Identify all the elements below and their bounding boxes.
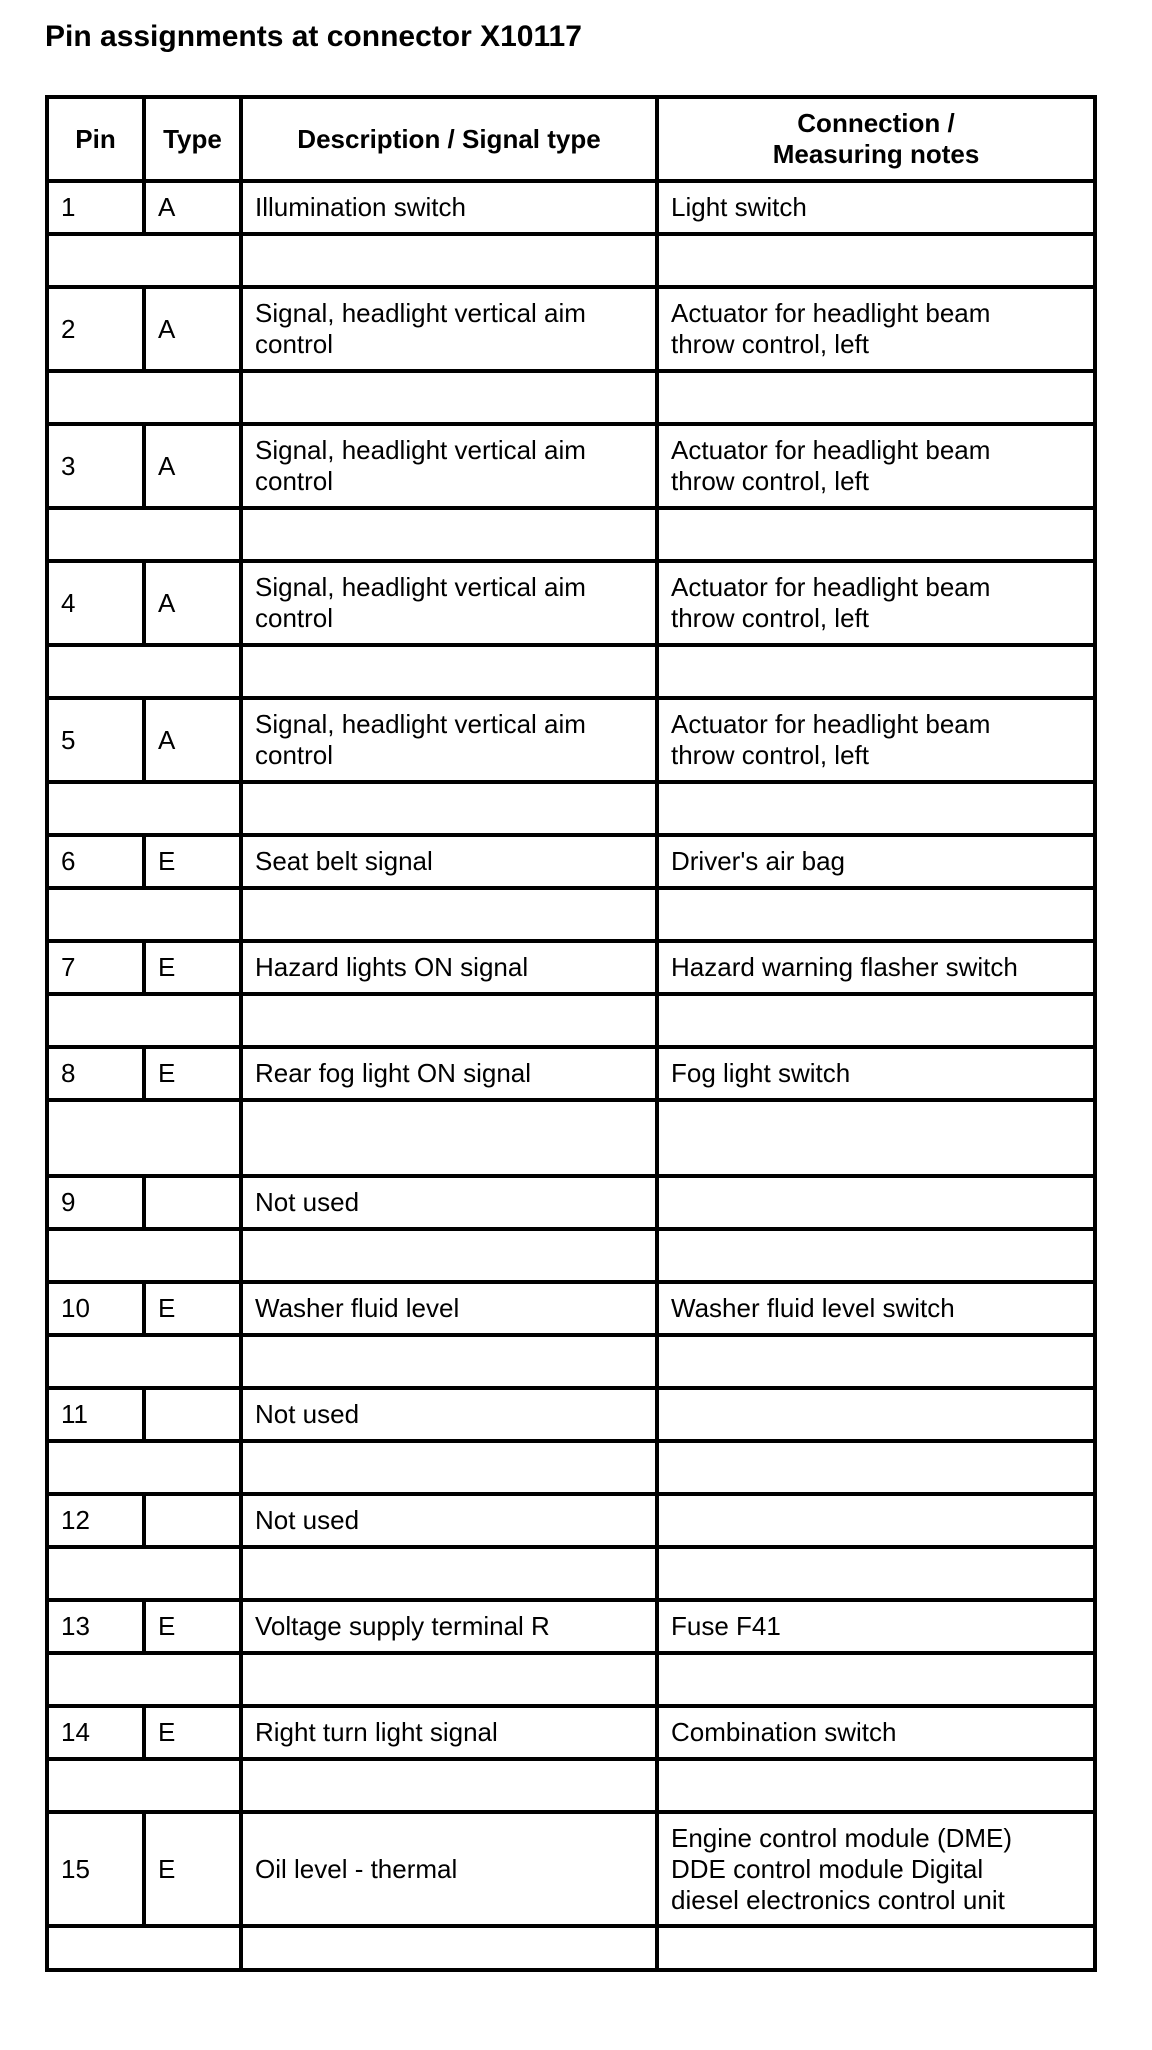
description-cell [241, 1494, 657, 1547]
empty-cell [657, 888, 1095, 941]
type-cell [144, 1388, 241, 1441]
spacer-row [47, 1926, 1095, 1970]
empty-cell [47, 1441, 241, 1494]
connection-cell [657, 1600, 1095, 1653]
cell-line: control [255, 603, 334, 633]
description-cell [241, 287, 657, 371]
empty-cell [241, 782, 657, 835]
type-cell: E [144, 1600, 241, 1653]
cell-line: Hazard warning flasher switch [671, 952, 1018, 982]
cell-line: throw control, left [671, 329, 869, 359]
description-cell [241, 1047, 657, 1100]
pin-cell: 7 [47, 941, 144, 994]
empty-cell [657, 1229, 1095, 1282]
spacer-row [47, 1100, 1095, 1176]
header-connection [657, 97, 1095, 181]
type-cell: E [144, 1812, 241, 1926]
description-cell [241, 1706, 657, 1759]
cell-line: control [255, 329, 334, 359]
pin-cell: 12 [47, 1494, 144, 1547]
empty-cell [241, 1926, 657, 1970]
empty-cell [241, 1335, 657, 1388]
type-cell: E [144, 1047, 241, 1100]
description-cell [241, 941, 657, 994]
type-cell: E [144, 941, 241, 994]
empty-cell [657, 508, 1095, 561]
type-cell [144, 1494, 241, 1547]
empty-cell [657, 1335, 1095, 1388]
empty-cell [241, 371, 657, 424]
description-cell [241, 1282, 657, 1335]
spacer-row [47, 1229, 1095, 1282]
cell-line: throw control, left [671, 466, 869, 496]
cell-line: Seat belt signal [255, 846, 433, 876]
empty-cell [657, 371, 1095, 424]
connection-cell [657, 1706, 1095, 1759]
cell-line: Rear fog light ON signal [255, 1058, 532, 1088]
pin-rows [47, 181, 1095, 1970]
cell-line: Signal, headlight vertical aim [255, 709, 586, 739]
connection-cell [657, 1176, 1095, 1229]
connection-cell [657, 1388, 1095, 1441]
cell-line: Not used [255, 1187, 360, 1217]
cell-line: Washer fluid level [255, 1293, 460, 1323]
pin-cell: 8 [47, 1047, 144, 1100]
spacer-row [47, 782, 1095, 835]
cell-line: Illumination switch [255, 192, 466, 222]
pin-cell: 1 [47, 181, 144, 234]
header-connection-line: Connection / [797, 108, 955, 138]
empty-cell [657, 1759, 1095, 1812]
empty-cell [241, 1229, 657, 1282]
empty-cell [241, 994, 657, 1047]
type-cell: A [144, 698, 241, 782]
cell-line: Actuator for headlight beam [671, 298, 991, 328]
pin-cell: 13 [47, 1600, 144, 1653]
connection-cell [657, 424, 1095, 508]
connection-cell [657, 287, 1095, 371]
connection-cell [657, 181, 1095, 234]
type-cell: E [144, 1282, 241, 1335]
connection-cell [657, 1494, 1095, 1547]
empty-cell [241, 888, 657, 941]
type-cell: E [144, 835, 241, 888]
cell-line: Signal, headlight vertical aim [255, 435, 586, 465]
cell-line: Voltage supply terminal R [255, 1611, 550, 1641]
empty-cell [241, 508, 657, 561]
connection-cell [657, 698, 1095, 782]
cell-line: Fog light switch [671, 1058, 851, 1088]
description-cell [241, 424, 657, 508]
empty-cell [241, 1759, 657, 1812]
type-cell: A [144, 424, 241, 508]
header-description: Description / Signal type [241, 97, 657, 181]
table-row [47, 287, 1095, 371]
cell-line: control [255, 466, 334, 496]
empty-cell [47, 782, 241, 835]
spacer-row [47, 645, 1095, 698]
empty-cell [657, 1547, 1095, 1600]
cell-line: throw control, left [671, 740, 869, 770]
table-row [47, 1282, 1095, 1335]
empty-cell [47, 1547, 241, 1600]
connection-cell [657, 835, 1095, 888]
description-cell [241, 1176, 657, 1229]
table-row [47, 1706, 1095, 1759]
table-row [47, 1388, 1095, 1441]
table-row [47, 1176, 1095, 1229]
description-cell [241, 561, 657, 645]
table-row [47, 698, 1095, 782]
pin-cell: 2 [47, 287, 144, 371]
spacer-row [47, 508, 1095, 561]
table-row [47, 1494, 1095, 1547]
empty-cell [657, 234, 1095, 287]
cell-line: Signal, headlight vertical aim [255, 572, 586, 602]
connection-cell [657, 941, 1095, 994]
connection-cell [657, 561, 1095, 645]
type-cell: A [144, 287, 241, 371]
description-cell [241, 698, 657, 782]
pin-cell: 5 [47, 698, 144, 782]
cell-line: throw control, left [671, 603, 869, 633]
cell-line: control [255, 740, 334, 770]
cell-line: Fuse F41 [671, 1611, 781, 1641]
pin-assignment-table [45, 95, 1097, 1972]
table-row [47, 835, 1095, 888]
connection-cell [657, 1047, 1095, 1100]
spacer-row [47, 1653, 1095, 1706]
empty-cell [657, 1926, 1095, 1970]
empty-cell [657, 994, 1095, 1047]
empty-cell [657, 645, 1095, 698]
empty-cell [47, 1759, 241, 1812]
pin-cell: 10 [47, 1282, 144, 1335]
cell-line: Oil level - thermal [255, 1853, 458, 1884]
empty-cell [241, 1547, 657, 1600]
description-cell [241, 1600, 657, 1653]
spacer-row [47, 234, 1095, 287]
connection-cell [657, 1282, 1095, 1335]
cell-line: Right turn light signal [255, 1717, 498, 1747]
empty-cell [241, 234, 657, 287]
cell-line: Not used [255, 1505, 360, 1535]
pin-cell: 9 [47, 1176, 144, 1229]
spacer-row [47, 1547, 1095, 1600]
pin-cell: 11 [47, 1388, 144, 1441]
header-type: Type [144, 97, 241, 181]
spacer-row [47, 371, 1095, 424]
spacer-row [47, 1335, 1095, 1388]
empty-cell [47, 645, 241, 698]
pin-cell: 6 [47, 835, 144, 888]
spacer-row [47, 1441, 1095, 1494]
empty-cell [47, 371, 241, 424]
empty-cell [657, 1441, 1095, 1494]
cell-line: DDE control module Digital [671, 1853, 984, 1884]
table-row [47, 181, 1095, 234]
header-connection-line: Measuring notes [772, 139, 980, 169]
pin-cell: 4 [47, 561, 144, 645]
cell-line: diesel electronics control unit [671, 1884, 1005, 1915]
empty-cell [47, 1653, 241, 1706]
cell-line: Driver's air bag [671, 846, 846, 876]
table-row [47, 1047, 1095, 1100]
cell-line: Actuator for headlight beam [671, 709, 991, 739]
empty-cell [241, 1100, 657, 1176]
cell-line: Engine control module (DME) [671, 1822, 1013, 1853]
table-row [47, 424, 1095, 508]
empty-cell [241, 1441, 657, 1494]
type-cell [144, 1176, 241, 1229]
description-cell [241, 835, 657, 888]
cell-line: Light switch [671, 192, 807, 222]
description-cell [241, 1388, 657, 1441]
empty-cell [241, 1653, 657, 1706]
empty-cell [657, 782, 1095, 835]
connection-cell [657, 1812, 1095, 1926]
empty-cell [657, 1100, 1095, 1176]
table-row [47, 561, 1095, 645]
table-row [47, 1812, 1095, 1926]
type-cell: A [144, 561, 241, 645]
table-header-row [47, 97, 1095, 181]
empty-cell [657, 1653, 1095, 1706]
empty-cell [47, 994, 241, 1047]
description-cell [241, 1812, 657, 1926]
pin-cell: 3 [47, 424, 144, 508]
empty-cell [241, 645, 657, 698]
empty-cell [47, 1926, 241, 1970]
cell-line: Actuator for headlight beam [671, 435, 991, 465]
spacer-row [47, 888, 1095, 941]
header-pin: Pin [47, 97, 144, 181]
type-cell: E [144, 1706, 241, 1759]
type-cell: A [144, 181, 241, 234]
pin-cell: 14 [47, 1706, 144, 1759]
description-cell [241, 181, 657, 234]
empty-cell [47, 1335, 241, 1388]
spacer-row [47, 994, 1095, 1047]
cell-line: Not used [255, 1399, 360, 1429]
pin-cell: 15 [47, 1812, 144, 1926]
empty-cell [47, 508, 241, 561]
empty-cell [47, 234, 241, 287]
cell-line: Signal, headlight vertical aim [255, 298, 586, 328]
cell-line: Washer fluid level switch [671, 1293, 955, 1323]
empty-cell [47, 1229, 241, 1282]
spacer-row [47, 1759, 1095, 1812]
empty-cell [47, 888, 241, 941]
table-row [47, 941, 1095, 994]
cell-line: Combination switch [671, 1717, 897, 1747]
page-title: Pin assignments at connector X10117 [45, 20, 582, 53]
table-row [47, 1600, 1095, 1653]
cell-line: Actuator for headlight beam [671, 572, 991, 602]
cell-line: Hazard lights ON signal [255, 952, 529, 982]
empty-cell [47, 1100, 241, 1176]
